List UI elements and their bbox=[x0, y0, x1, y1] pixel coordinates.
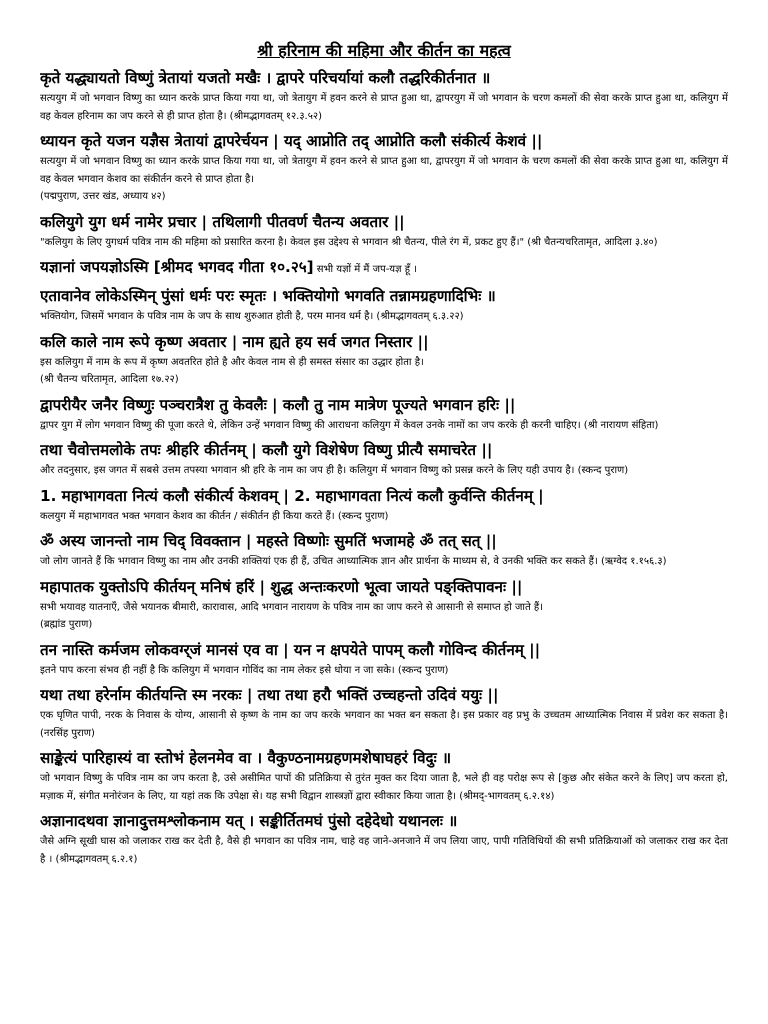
section-5 bbox=[40, 286, 728, 326]
verse: ध्यायन कृते यजन यज्ञैस त्रेतायां द्वापरेर्चयन | यद् आप्नोति तद् आप्नोति कलौ संकीर्त्य केशवं || bbox=[40, 132, 543, 150]
verse-meaning: जो लोग जानते हैं कि भगवान विष्णु का नाम और उनकी शक्तियां एक ही हैं, उचित आध्यात्मिक ज्ञान और प्रार्थना के माध्यम से, वे उनकी भक्ति कर सकते हैं। (ऋग्वेद १.१५६.३) bbox=[40, 556, 667, 567]
verse-meaning: जो भगवान विष्णु के पवित्र नाम का जप करता है, उसे असीमित पापों की प्रतिक्रिया से तुरंत मुक्त कर दिया जाता है, भले ही वह परोक्ष रूप से [कुछ और संकेत करने के लिए] जप करता हो, मज़ाक में, संगीत मनोरंजन के लिए, या यहां तक कि उपेक्षा से। यह सभी विद्वान शास्त्रज्ञों द्वारा स्वीकार किया जाता है। (श्रीमद्-भागवतम् ६.२.१४) bbox=[40, 773, 728, 802]
section-4 bbox=[40, 257, 728, 280]
section-2 bbox=[40, 131, 728, 206]
section-14 bbox=[40, 748, 728, 805]
section-10 bbox=[40, 531, 728, 571]
section-8 bbox=[40, 440, 728, 480]
verse-text: यज्ञानां जपयज्ञोऽस्मि [श्रीमद भगवद गीता १०.२५] bbox=[40, 258, 314, 276]
verse: कृते यद्ध्यायतो विष्णुं त्रेतायां यजतो मखैः । द्वापरे परिचर्यायां कलौ तद्धरिकीर्तनात ॥ bbox=[40, 69, 491, 87]
verse: अज्ञानादथवा ज्ञानादुत्तमश्लोकनाम यत् । सङ्कीर्तितमघं पुंसो दहेदेधो यथानलः ॥ bbox=[40, 812, 458, 830]
verse: ॐ अस्य जानन्तो नाम चिद् विवक्तान | महस्ते विष्णोः सुमतिं भजामहे ॐ तत् सत् || bbox=[40, 532, 497, 550]
verse: एतावानेव लोकेऽस्मिन् पुंसां धर्मः परः स्मृतः । भक्तियोगो भगवति तन्नामग्रहणादिभिः ॥ bbox=[40, 287, 496, 305]
verse: तथा चैवोत्तमलोके तपः श्रीहरि कीर्तनम् | कलौ युगे विशेषेण विष्णु प्रीत्यै समाचरेत || bbox=[40, 441, 493, 459]
section-6 bbox=[40, 332, 728, 389]
verse-meaning: इस कलियुग में नाम के रूप में कृष्ण अवतरित होते है और केवल नाम से ही समस्त संसार का उद्धार होता है। bbox=[40, 356, 424, 368]
page-title: श्री हरिनाम की महिमा और कीर्तन का महत्व bbox=[257, 41, 511, 60]
verse: साङ्केत्यं पारिहास्यं वा स्तोभं हेलनमेव वा । वैकुण्ठनामग्रहणमशेषाघहरं विदुः ॥ bbox=[40, 749, 452, 767]
section-11 bbox=[40, 577, 728, 634]
section-1 bbox=[40, 68, 728, 125]
verse-meaning: कलयुग में महाभागवत भक्त भगवान केशव का कीर्तन / संकीर्तन ही किया करते हैं। (स्कन्द पुराण) bbox=[40, 510, 389, 522]
section-3 bbox=[40, 212, 728, 252]
verse-meaning: सत्ययुग में जो भगवान विष्णु का ध्यान करके प्राप्त किया गया था, जो त्रेतायुग में हवन करने से प्राप्त हुआ था, द्वापरयुग में जो भगवान के चरण कमलों की सेवा करके प्राप्त हुआ था, कलियुग में वह केवल भगवान केशव का संकीर्तन करने से प्राप्त होता है। bbox=[40, 156, 728, 185]
verse-inline-note: सभी यज्ञों में मैं जप-यज्ञ हूँ । bbox=[313, 264, 417, 275]
section-15 bbox=[40, 811, 728, 868]
verse-meaning: सभी भयावह यातनाएँ, जैसे भयानक बीमारी, कारावास, आदि भगवान नारायण के पवित्र नाम का जाप करने से आसानी से समाप्त हो जाते हैं। bbox=[40, 601, 543, 613]
verse: कलियुगे युग धर्म नामेर प्रचार | तथिलागी पीतवर्ण चैतन्य अवतार || bbox=[40, 212, 405, 231]
verse: 1. महाभागवता नित्यं कलौ संकीर्त्य केशवम् | 2. महाभागवता नित्यं कलौ कुर्वन्ति कीर्तनम् | bbox=[40, 486, 544, 505]
verse: तन नास्ति कर्मजम लोकवग्‍र्जं मानसं एव वा | यन न क्षपयेते पापम् कलौ गोविन्द कीर्तनम् || bbox=[40, 640, 541, 659]
verse-meaning: सत्ययुग में जो भगवान विष्णु का ध्यान करके प्राप्त किया गया था, जो त्रेतायुग में हवन करने से प्राप्त हुआ था, द्वापरयुग में जो भगवान के चरण कमलों की सेवा करके प्राप्त हुआ था, कलियुग में वह केवल हरिनाम का जप करने से ही प्राप्त होता है। (श्रीमद्भागवतम् १२.३.५२) bbox=[40, 93, 728, 122]
verse-reference: (पद्मपुराण, उत्तर खंड, अध्याय ४२) bbox=[40, 191, 166, 202]
verse-with-note bbox=[40, 257, 728, 280]
verse-meaning: और तदनुसार, इस जगत में सबसे उत्तम तपस्या भगवान श्री हरि के नाम का जप ही है। कलियुग में भगवान विष्णु को प्रसन्न करने के लिए यही उपाय है। (स्कन्द पुराण) bbox=[40, 465, 629, 476]
verse-meaning: भक्तियोग, जिसमें भगवान के पवित्र नाम के जप के साथ शुरुआत होती है, परम मानव धर्म है। (श्रीमद्भागवतम् ६.३.२२) bbox=[40, 311, 464, 322]
section-12 bbox=[40, 640, 728, 680]
verse-reference: (श्री चैतन्य चरितामृत, आदिला १७.२२) bbox=[40, 374, 179, 385]
section-7 bbox=[40, 395, 728, 435]
verse-meaning: जैसे अग्नि सूखी घास को जलाकर राख कर देती है, वैसे ही भगवान का पवित्र नाम, चाहे वह जाने-अनजाने में जप लिया जाए, पापी गतिविधियों की सभी प्रतिक्रियाओं को जलाकर राख कर देता है । (श्रीमद्भागवतम् ६.२.१) bbox=[40, 836, 728, 865]
verse-meaning: इतने पाप करना संभव ही नहीं है कि कलियुग में भगवान गोविंद का नाम लेकर इसे धोया न जा सके। (स्कन्द पुराण) bbox=[40, 664, 449, 676]
verse: द्वापरीयैर जनैर विष्णुः पञ्चरात्रैश तु केवलैः | कलौ तु नाम मात्रेण पूज्यते भगवान हरिः || bbox=[40, 395, 516, 414]
section-13 bbox=[40, 685, 728, 742]
verse: यथा तथा हरेर्नाम कीर्तयन्ति स्म नरकः | तथा तथा हरौ भक्तिं उच्चहन्तो उदिवं ययुः || bbox=[40, 686, 499, 704]
verse-meaning: द्वापर युग में लोग भगवान विष्णु की पूजा करते थे, लेकिन उन्हें भगवान विष्णु की आराधना कलियुग में केवल उनके नामों का जप करके ही करनी चाहिए। (श्री नारायण संहिता) bbox=[40, 419, 659, 431]
verse: कलि काले नाम रूपे कृष्ण अवतार | नाम ह्यते हय सर्व जगत निस्तार || bbox=[40, 332, 429, 351]
verse-meaning: एक घृणित पापी, नरक के निवास के योग्य, आसानी से कृष्ण के नाम का जप करके भगवान का भक्त बन सकता है। इस प्रकार वह प्रभु के उच्चतम आध्यात्मिक निवास में प्रवेश कर सकता है। (नरसिंह पुराण) bbox=[40, 710, 728, 739]
section-9 bbox=[40, 486, 728, 526]
verse: महापातक युक्तोऽपि कीर्तयन् मनिषं हरिं | शुद्ध अन्तःकरणो भूत्वा जायते पङ्क्तिपावनः || bbox=[40, 577, 523, 596]
verse-reference: (ब्रह्मांड पुराण) bbox=[40, 619, 93, 630]
verse-meaning: "कलियुग के लिए युगधर्म पवित्र नाम की महिमा को प्रसारित करना है। केवल इस उद्देश्य से भगवान श्री चैतन्य, पीले रंग में, प्रकट हुए हैं।" (श्री चैतन्यचरितामृत, आदिला ३.४०) bbox=[40, 236, 658, 248]
